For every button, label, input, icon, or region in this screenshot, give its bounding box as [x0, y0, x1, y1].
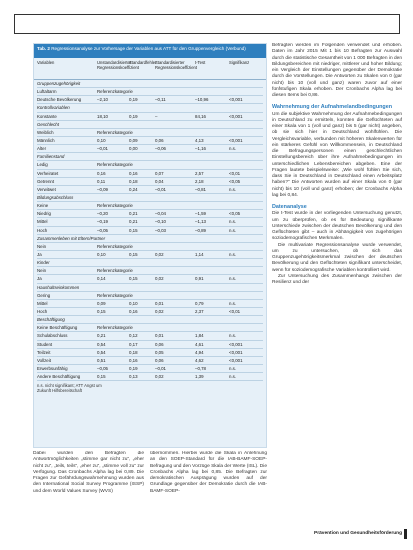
row-unstd-coef: –0,05: [97, 227, 108, 233]
row-std-error: 0,15: [129, 227, 138, 233]
row-label: Vollzeit: [37, 357, 51, 363]
table-row: [37, 332, 263, 340]
row-t-value: –0,78: [195, 365, 206, 371]
header-standardized: Standardisierter Regressionskoeffizient: [155, 60, 198, 70]
row-t-value: 4,61: [195, 341, 204, 347]
row-reference-category: Referenzkategorie: [97, 129, 133, 135]
table-row: [37, 145, 263, 153]
row-t-value: –10,96: [195, 97, 209, 103]
table-row: [37, 235, 263, 243]
row-std-error: 0,19: [129, 365, 138, 371]
row-t-value: 1,39: [195, 374, 204, 380]
row-std-coef: –0,11: [155, 97, 166, 103]
table-row: [37, 267, 263, 275]
table-row: [37, 243, 263, 251]
header-variablen: Variablen: [37, 60, 55, 65]
table-row: [37, 121, 263, 129]
row-std-coef: 0,06: [155, 138, 164, 144]
header-significance: Signifikanz: [229, 60, 250, 65]
table-caption-label: Tab. 2: [37, 46, 50, 51]
row-label: Weiblich: [37, 129, 54, 135]
row-label: Schulabschluss: [37, 333, 68, 339]
row-unstd-coef: 0,14: [97, 276, 106, 282]
row-significance: <0,01: [229, 309, 241, 314]
table-row: [37, 96, 263, 104]
row-section-label: Familienstand: [37, 154, 65, 160]
row-std-error: 0,21: [129, 219, 138, 225]
row-label: Verwitwet: [37, 186, 56, 192]
row-label: Teilzeit: [37, 349, 51, 355]
row-label: Männlich: [37, 138, 55, 144]
row-std-coef: 0,07: [155, 170, 164, 176]
table-note: [34, 381, 266, 395]
row-reference-category: Referenzkategorie: [97, 162, 133, 168]
table-row: [37, 227, 263, 235]
row-std-coef: 0,01: [155, 300, 164, 306]
row-label: Nein: [37, 268, 47, 274]
row-label: Keine Beschäftigung: [37, 325, 78, 331]
row-reference-category: Referenzkategorie: [97, 268, 133, 274]
row-std-error: 0,12: [129, 333, 138, 339]
row-t-value: 2,57: [195, 170, 204, 176]
row-std-error: 0,18: [129, 349, 138, 355]
header-standard-error: Standardfehler: [129, 60, 157, 65]
row-std-error: 0,19: [129, 113, 138, 119]
row-std-coef: 0,02: [155, 374, 164, 380]
row-section-label: Kinder: [37, 260, 50, 266]
row-label: Ja: [37, 252, 42, 258]
row-unstd-coef: 0,15: [97, 309, 106, 314]
row-unstd-coef: 0,15: [97, 374, 106, 380]
table-row: [37, 202, 263, 210]
row-t-value: –1,59: [195, 211, 206, 217]
row-unstd-coef: 0,10: [97, 138, 106, 144]
row-std-coef: 0,05: [155, 349, 164, 355]
row-section-label: Haushaltseinkommen: [37, 284, 80, 290]
row-reference-category: Referenzkategorie: [97, 89, 133, 95]
row-t-value: –1,13: [195, 219, 206, 225]
table-row: [37, 300, 263, 308]
row-label: Gering: [37, 292, 51, 298]
table-row: [37, 357, 263, 365]
row-t-value: 4,94: [195, 349, 204, 355]
table-row: [37, 324, 263, 332]
row-t-value: 4,13: [195, 138, 204, 144]
row-section-label: Kontrollvariablen: [37, 105, 70, 111]
row-significance: <0,05: [229, 211, 241, 217]
row-reference-category: Referenzkategorie: [97, 292, 133, 298]
row-section-label: Geschlecht: [37, 121, 59, 127]
row-significance: <0,001: [229, 341, 243, 347]
row-significance: <0,001: [229, 349, 243, 355]
row-std-error: 0,15: [129, 276, 138, 282]
row-section-label: Zusammenleben mit Eltern/Partner: [37, 235, 106, 241]
row-unstd-coef: 0,54: [97, 341, 106, 347]
row-label: Konstante: [37, 113, 57, 119]
row-std-error: 0,13: [129, 374, 138, 380]
row-std-error: 0,16: [129, 309, 138, 314]
row-std-error: 0,24: [129, 186, 138, 192]
row-label: Ledig: [37, 162, 48, 168]
table-body: [34, 80, 266, 381]
row-std-coef: 0,02: [155, 309, 164, 314]
table-row: [37, 113, 263, 121]
table-caption-text: Regressionsanalyse zur Vorhersage der Variablen aus ATT für den Gruppenvergleich (Verbund): [51, 46, 246, 51]
row-significance: <0,001: [229, 138, 243, 144]
table-row: [37, 80, 263, 88]
table-row: [37, 292, 263, 300]
table-row: [37, 284, 263, 292]
table-row: [37, 178, 263, 186]
bottom-middle-paragraph: übernommen. Hierbei wurde die Skala in Anlehnung an den SOEP-Standard für die IAB-BAMF-SOEP-Befragung und den Vorzüge Skala der Werte (ISL). Die Cronbachs Alpha lag bei 0,85. Die Befragten zur demokratischen Ausprägung wurden auf der Grundlage gegenüber der Demokratie durch die IAB-BAMF-SOEP-: [150, 451, 267, 494]
row-unstd-coef: 0,51: [97, 357, 106, 363]
right-paragraph-5: Zur Untersuchung des Zusammenhangs zwischen der Resilienz und der: [272, 273, 402, 285]
row-std-coef: 0,04: [155, 178, 164, 184]
table-row: [37, 259, 263, 267]
journal-footer: Prävention und Gesundheitsförderung: [314, 531, 402, 536]
table-row: [37, 194, 263, 202]
row-reference-category: Referenzkategorie: [97, 325, 133, 331]
row-significance: n.s.: [229, 365, 237, 371]
row-std-error: 0,16: [129, 357, 138, 363]
row-std-coef: 0,02: [155, 252, 164, 258]
row-label: Getrennt: [37, 178, 55, 184]
row-std-coef: 0,02: [155, 276, 164, 282]
row-unstd-coef: 0,11: [97, 178, 106, 184]
row-label: Mittel: [37, 219, 48, 225]
row-label: Hoch: [37, 227, 48, 233]
right-paragraph-2: Um die subjektive Wahrnehmung der Aufnahmebedingungen in Deutschland zu ermitteln, konnten die Geflüchteten auf einer Skala von 1 (voll und ganz) bis 5 (gar nicht) angeben, ob sie sich hier in Deutschland wohlfühlen. Die Vergleichsvariable, verbunden mit höheren Skalenwerten für ein stärkeres Gefühl von Willkommensein, in Deutschland die Befragungspersonen einen geschlechtlichen Einstellungsbereich über ihre Aufnahmebedingungen im unterschiedlichen Lebensbereichen abgeben. Eine der Fragen lautete beispielsweise: „Wie wohl fühlen Sie sich, dass Sie in Deutschland in Deutschland einen Arbeitsplatz haben?“ Die Antworten wurden auf einer Skala von 0 (gar nicht) bis 10 (voll und ganz) erhoben; der Cronbachs Alpha lag bei 0,84.: [272, 111, 402, 198]
row-unstd-coef: –0,05: [97, 365, 108, 371]
row-label: Niedrig: [37, 211, 51, 217]
row-label: Andere Beschäftigung: [37, 374, 81, 380]
section-heading-perception: Wahrnehmung der Aufnahmelandbedingungen: [272, 104, 392, 111]
row-t-value: 0,79: [195, 300, 204, 306]
row-t-value: –1,16: [195, 146, 206, 152]
table-row: [37, 104, 263, 112]
row-reference-category: Referenzkategorie: [97, 243, 133, 249]
table-row: [37, 170, 263, 178]
row-t-value: 2,37: [195, 309, 204, 314]
row-std-error: 0,00: [129, 146, 138, 152]
header-unstandardized: Unstandardisierter Regressionskoeffizient: [97, 60, 140, 70]
row-t-value: 4,62: [195, 357, 204, 363]
row-significance: n.s.: [229, 227, 237, 233]
row-label: Luftaltarm: [37, 89, 57, 95]
row-t-value: –0,81: [195, 186, 206, 192]
row-reference-category: Referenzkategorie: [97, 203, 133, 209]
right-text-column: [272, 43, 402, 286]
row-label: Nein: [37, 243, 47, 249]
row-significance: <0,05: [229, 178, 241, 184]
row-t-value: –0,89: [195, 227, 206, 233]
row-section-label: Beschäftigung: [37, 317, 65, 323]
row-unstd-coef: 0,10: [97, 252, 106, 258]
row-std-error: 0,18: [129, 178, 138, 184]
row-std-coef: –0,01: [155, 365, 166, 371]
row-label: Erwerbsunfähig: [37, 365, 68, 371]
table-row: [37, 186, 263, 194]
row-label: Alter: [37, 146, 47, 152]
row-section-label: Bildungsabschluss: [37, 195, 74, 201]
row-unstd-coef: –0,01: [97, 146, 108, 152]
row-std-error: 0,16: [129, 170, 138, 176]
row-label: Student: [37, 341, 53, 347]
right-paragraph-3: Die t-Test wurde in der vorliegenden Untersuchung genutzt, um zu überprüfen, ob es für Bedeutung signifikante Unterschiede zwischen der deutschen Bevölkerung und den Geflüchteten gibt – auch in Abhängigkeit von zugehörigen soziodemografischen Merkmalen.: [272, 211, 402, 242]
table-row: [37, 137, 263, 145]
table-row: [37, 161, 263, 169]
table-header-row: [34, 58, 266, 80]
row-unstd-coef: –0,20: [97, 211, 108, 217]
row-significance: <0,01: [229, 170, 241, 176]
row-label: Verheiratet: [37, 170, 59, 176]
row-std-coef: 0,06: [155, 357, 164, 363]
header-frame: [14, 14, 400, 34]
bottom-left-text: [33, 451, 144, 495]
right-paragraph-4: Die multivariate Regressionsanalyse wurde verwendet, um zu untersuchen, ob sich das Gruppenzugehörigkeitsmerkmal zwischen der deutschen Bevölkerung und den Geflüchteten signifikant unterscheidet, wenn für soziodemografische Variablen kontrolliert wird.: [272, 242, 402, 273]
row-significance: <0,001: [229, 97, 243, 103]
right-paragraph-1: Befragten werden im Folgenden verwendet und erhoben. Daten im Jahr 2015 Mit 1 bis 10 Befragten zur Auswahl durch die statistische Gesamtheit von 1 000 Befragten in den Bildungsbereichen mit niedriger, mittlerer und hoher Bildung; ein Vergleich der Einstellungen gegenüber der Demokratie durch die Vorstellungen. Die Antworten zu Skalen von 0 (gar nicht) bis 10 (voll und ganz) waren zuvor auf einer fünfstufigen Skala erhoben. Der Cronbachs Alpha lag bei diesen Items bei 0,86.: [272, 43, 402, 98]
row-significance: <0,001: [229, 357, 243, 363]
row-std-error: 0,19: [129, 97, 138, 103]
row-section-label: Gruppenzugehörigkeit: [37, 81, 81, 87]
table-note-line-1: n.s. nicht signifikant; ATT Angst um: [37, 383, 102, 389]
row-std-coef: –0,04: [155, 211, 166, 217]
row-unstd-coef: 0,21: [97, 333, 106, 339]
bottom-left-paragraph: Dabei wurden den Befragten die Antwortmöglichkeiten „stimme gar nicht zu“, „eher nicht zu“, „teils, teils“, „eher zu“, „stimme voll zu“ zur Verfügung. Das Cronbachs Alpha lag bei 0,89. Die Fragen zur Gefährdungswahrnehmung wurden aus den International Social Survey Programme (ISSP) und dem World Values Survey (WVS): [33, 451, 144, 494]
row-unstd-coef: 0,54: [97, 349, 106, 355]
row-unstd-coef: –0,19: [97, 219, 108, 225]
table-row: [37, 210, 263, 218]
table-row: [37, 275, 263, 283]
row-t-value: 0,91: [195, 276, 204, 282]
row-unstd-coef: 0,09: [97, 300, 106, 306]
row-unstd-coef: –2,10: [97, 97, 108, 103]
row-t-value: 1,14: [195, 252, 204, 258]
row-unstd-coef: 0,16: [97, 170, 106, 176]
row-t-value: 84,16: [195, 113, 206, 119]
regression-table: [33, 43, 267, 448]
table-row: [37, 88, 263, 96]
row-t-value: 1,84: [195, 333, 204, 339]
table-row: [37, 218, 263, 226]
row-std-error: 0,09: [129, 138, 138, 144]
row-std-error: 0,21: [129, 211, 138, 217]
table-row: [37, 373, 263, 381]
row-significance: n.s.: [229, 374, 237, 380]
row-std-error: 0,15: [129, 252, 138, 258]
section-heading-data-analysis: Datenanalyse: [272, 204, 307, 210]
table-row: [37, 365, 263, 373]
table-row: [37, 129, 263, 137]
table-row: [37, 349, 263, 357]
row-std-error: 0,17: [129, 341, 138, 347]
header-t-test: t-Test: [195, 60, 206, 65]
table-caption: [34, 44, 266, 58]
row-significance: <0,001: [229, 113, 243, 119]
row-std-coef: 0,01: [155, 333, 164, 339]
row-std-error: 0,10: [129, 300, 138, 306]
row-std-coef: 0,06: [155, 341, 164, 347]
row-label: Mittel: [37, 300, 48, 306]
row-label: Deutsche Bevölkerung: [37, 97, 82, 103]
table-row: [37, 308, 263, 316]
row-std-coef: –0,06: [155, 146, 166, 152]
row-std-coef: –: [155, 113, 158, 119]
row-unstd-coef: –0,09: [97, 186, 108, 192]
row-std-coef: –0,10: [155, 219, 166, 225]
row-significance: n.s.: [229, 300, 237, 306]
footer-bar: [404, 529, 407, 539]
table-note-line-2: Zukunft Hilfsbereitschaft: [37, 388, 82, 394]
row-std-coef: –0,01: [155, 186, 166, 192]
row-label: Ja: [37, 276, 42, 282]
row-unstd-coef: 18,10: [97, 113, 108, 119]
row-significance: n.s.: [229, 276, 237, 282]
row-std-coef: –0,03: [155, 227, 166, 233]
row-significance: n.s.: [229, 146, 237, 152]
row-label: Keine: [37, 203, 49, 209]
bottom-middle-text: [150, 451, 267, 495]
row-significance: n.s.: [229, 333, 237, 339]
table-row: [37, 341, 263, 349]
row-significance: n.s.: [229, 186, 237, 192]
row-label: Hoch: [37, 309, 48, 314]
row-significance: n.s.: [229, 219, 237, 225]
table-row: [37, 316, 263, 324]
row-t-value: 2,18: [195, 178, 204, 184]
table-row: [37, 251, 263, 259]
table-row: [37, 153, 263, 161]
row-significance: n.s.: [229, 252, 237, 258]
